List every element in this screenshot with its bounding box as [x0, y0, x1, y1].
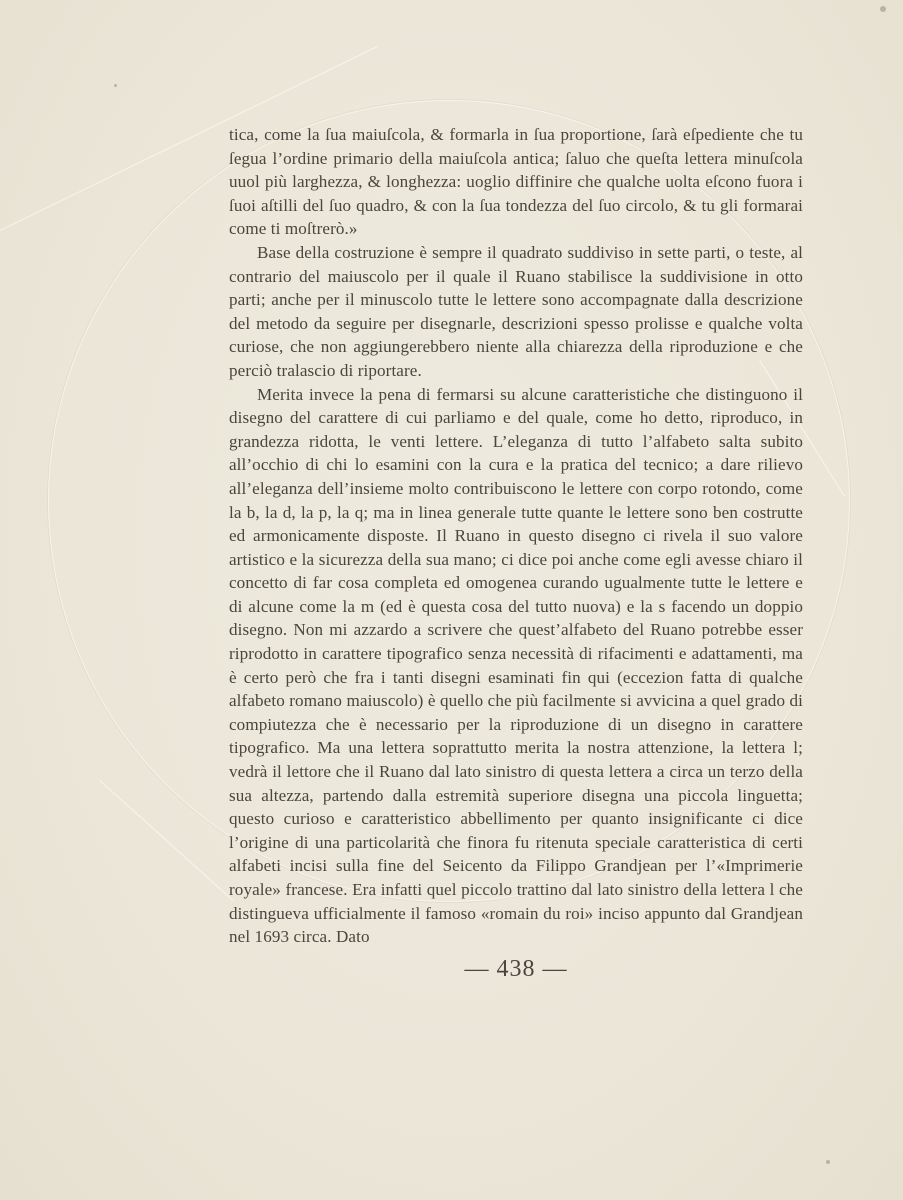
corner-dot	[880, 6, 886, 12]
paragraph-1: tica, come la ſua maiuſcola, & formarla in ſua proportione, ſarà eſpediente che tu ſegua l’ordine primario della maiuſcola antica; ſaluo che queſta lettera minuſcola uuol più larghezza, & longhezza: uoglio diffinire che qualche uolta eſcono fuora i ſuoi aſtilli del ſuo quadro, & con la ſua tondezza del ſuo circolo, & tu gli formarai come ti moſtrerò.»	[229, 125, 803, 239]
paragraph-3: Merita invece la pena di fermarsi su alcune caratteristiche che distinguono il disegno del carattere di cui parliamo e del quale, come ho detto, riproduco, in grandezza ridotta, le venti lettere. L’eleganza di tutto l’alfabeto salta subito all’occhio di chi lo esamini con la cura e la pratica del tecnico; a dare rilievo all’eleganza dell’insieme molto contribuiscono le lettere con corpo rotondo, come la b, la d, la p, la q; ma in linea generale tutte quante le lettere sono ben costrutte ed armonicamente disposte. Il Ruano in questo disegno ci rivela il suo valore artistico e la sicurezza della sua mano; ci dice poi anche come egli avesse chiaro il concetto di far cosa completa ed omogenea curando ugualmente tutte le lettere e di alcune come la m (ed è questa cosa del tutto nuova) e la s facendo un doppio disegno. Non mi azzardo a scrivere che quest’alfabeto del Ruano potrebbe esser riprodotto in carattere tipografico senza necessità di rifacimenti e adattamenti, ma è certo però che fra i tanti disegni esaminati fin qui (eccezion fatta di qualche alfabeto romano maiuscolo) è quello che più facilmente si avvicina a quel grado di compiutezza che è necessario per la riproduzione di un disegno in carattere tipografico. Ma una lettera soprattutto merita la nostra attenzione, la lettera l; vedrà il lettore che il Ruano dal lato sinistro di questa lettera a circa un terzo della sua altezza, partendo dalla estremità superiore disegna una piccola linguetta; questo curioso e caratteristico abbellimento per quanto insignificante ci dice l’origine di una particolarità che finora fu ritenuta speciale caratteristica di certi alfabeti incisi sulla fine del Seicento da Filippo Grandjean per l’«Imprimerie royale» francese. Era infatti quel piccolo trattino dal lato sinistro della lettera l che distingueva ufficialmente il famoso «romain du roi» inciso appunto dal Grandjean nel 1693 circa. Dato	[229, 384, 803, 947]
page-number: — 438 —	[464, 956, 568, 982]
watermark-line	[99, 780, 233, 901]
body-text	[229, 123, 803, 949]
paragraph-2: Base della costruzione è sempre il quadrato suddiviso in sette parti, o teste, al contrario del maiuscolo per il quale il Ruano stabilisce la suddivisione in otto parti; anche per il minuscolo tutte le lettere sono accompagnate dalla descrizione del metodo da seguire per disegnarle, descrizioni spesso prolisse e qualche volta curiose, che non aggiungerebbero niente alla chiarezza della riproduzione e che perciò tralascio di riportare.	[229, 242, 803, 380]
corner-dot	[826, 1160, 830, 1164]
corner-dot	[114, 84, 117, 87]
